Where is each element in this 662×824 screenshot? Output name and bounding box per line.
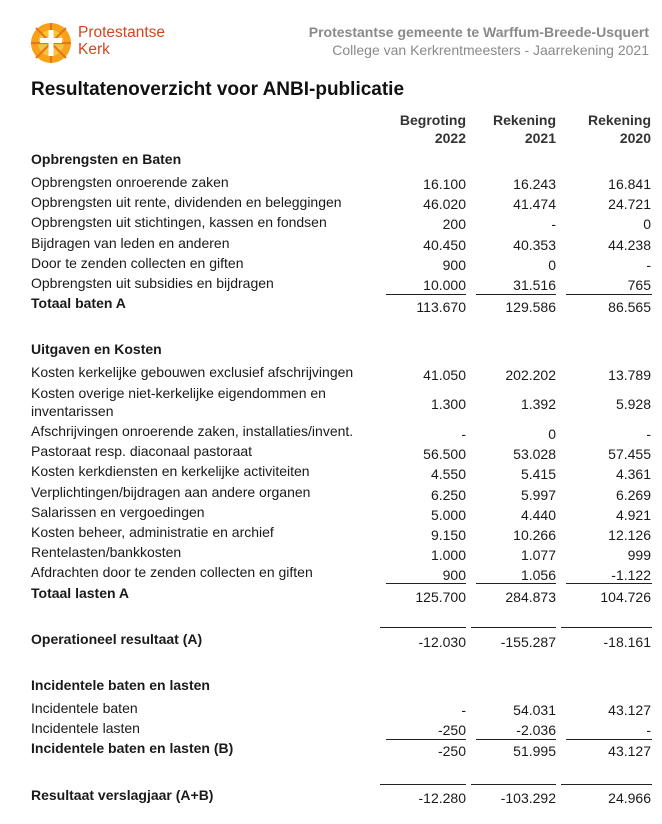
table-row <box>31 384 651 422</box>
result-rule <box>471 784 556 785</box>
brand-line-2: Kerk <box>78 41 110 58</box>
table-row <box>31 523 651 543</box>
value-rekening-2020: 5.928 <box>615 396 651 412</box>
value-rekening-2021: -155.287 <box>500 634 556 650</box>
total-row-baten <box>31 294 651 314</box>
value-rekening-2020: 0 <box>643 216 651 232</box>
total-row-incidenteel <box>31 739 651 759</box>
table-row <box>31 254 651 274</box>
row-label: Resultaat verslagjaar (A+B) <box>31 787 214 803</box>
value-rekening-2020: - <box>646 257 651 273</box>
value-rekening-2020: -1.122 <box>611 567 651 583</box>
value-begroting-2022: 41.050 <box>423 367 466 383</box>
value-begroting-2022: 113.670 <box>416 299 466 315</box>
row-label: Pastoraat resp. diaconaal pastoraat <box>31 443 253 459</box>
row-label: Opbrengsten uit rente, dividenden en beleggingen <box>31 194 342 210</box>
value-rekening-2020: 13.789 <box>608 367 651 383</box>
value-rekening-2020: 24.721 <box>608 196 651 212</box>
value-rekening-2021: -103.292 <box>500 790 556 806</box>
value-rekening-2021: 40.353 <box>513 237 556 253</box>
value-begroting-2022: 200 <box>442 216 466 232</box>
value-rekening-2020: 24.966 <box>608 790 651 806</box>
row-label: Kosten kerkdiensten en kerkelijke activiteiten <box>31 463 310 479</box>
value-rekening-2021: 5.415 <box>520 466 556 482</box>
row-label: Totaal lasten A <box>31 585 130 601</box>
organisation-header <box>309 23 649 59</box>
row-label: Incidentele baten <box>31 700 138 716</box>
table-row <box>31 173 651 193</box>
total-row-lasten <box>31 584 651 604</box>
table-row <box>31 442 651 462</box>
value-begroting-2022: 5.000 <box>430 507 466 523</box>
value-rekening-2021: 51.995 <box>513 743 556 759</box>
column-header-begroting-2022 <box>386 111 466 147</box>
row-label: Operationeel resultaat (A) <box>31 631 203 647</box>
operationeel-resultaat-row <box>31 630 651 650</box>
value-begroting-2022: 900 <box>442 567 466 583</box>
row-label: Rentelasten/bankkosten <box>31 544 182 560</box>
table-row <box>31 719 651 739</box>
table-row <box>31 213 651 233</box>
column-header-year: 2021 <box>524 130 556 146</box>
row-label: Kosten beheer, administratie en archief <box>31 524 274 540</box>
report-subtitle: College van Kerkrentmeesters - Jaarrekening 2021 <box>332 42 649 58</box>
value-begroting-2022: -250 <box>437 722 466 738</box>
value-rekening-2021: 0 <box>548 257 556 273</box>
value-rekening-2020: -18.161 <box>603 634 651 650</box>
section-title-baten: Opbrengsten en Baten <box>31 151 182 167</box>
result-rule <box>561 627 652 628</box>
value-rekening-2020: 16.841 <box>608 176 651 192</box>
table-row <box>31 699 651 719</box>
value-rekening-2021: 1.056 <box>520 567 556 583</box>
row-label: Opbrengsten onroerende zaken <box>31 174 229 190</box>
value-begroting-2022: 125.700 <box>415 589 466 605</box>
value-begroting-2022: -250 <box>437 743 466 759</box>
table-row <box>31 363 651 383</box>
protestantse-kerk-logo <box>30 22 72 64</box>
value-rekening-2021: -2.036 <box>516 722 556 738</box>
column-header-year: 2022 <box>434 130 466 146</box>
column-header-top: Rekening <box>587 112 651 128</box>
row-label: Afdrachten door te zenden collecten en giften <box>31 564 313 580</box>
value-rekening-2021: 1.392 <box>520 396 556 412</box>
row-label: Incidentele baten en lasten (B) <box>31 740 234 756</box>
row-label-continued: inventarissen <box>31 403 114 419</box>
value-rekening-2020: 43.127 <box>608 702 651 718</box>
value-begroting-2022: 46.020 <box>423 196 466 212</box>
column-header-rekening-2021 <box>476 111 556 147</box>
value-rekening-2020: 765 <box>627 277 651 293</box>
row-label: Salarissen en vergoedingen <box>31 504 205 520</box>
page-title: Resultatenoverzicht voor ANBI-publicatie <box>31 79 405 100</box>
result-rule <box>380 784 466 785</box>
table-row <box>31 462 651 482</box>
brand-name <box>78 24 165 58</box>
value-rekening-2021: 41.474 <box>513 196 556 212</box>
column-header-top: Rekening <box>492 112 556 128</box>
result-rule <box>380 627 466 628</box>
section-title-incidenteel: Incidentele baten en lasten <box>31 677 210 693</box>
table-row <box>31 274 651 294</box>
value-rekening-2021: 284.873 <box>505 589 556 605</box>
table-row <box>31 563 651 583</box>
value-begroting-2022: 1.000 <box>430 547 466 563</box>
value-begroting-2022: 4.550 <box>430 466 466 482</box>
result-rule <box>471 627 556 628</box>
row-label: Bijdragen van leden en anderen <box>31 235 230 251</box>
value-begroting-2022: 9.150 <box>430 527 466 543</box>
row-label: Verplichtingen/bijdragen aan andere organen <box>31 484 311 500</box>
value-begroting-2022: - <box>461 426 466 442</box>
value-begroting-2022: 6.250 <box>430 487 466 503</box>
value-rekening-2020: - <box>646 722 651 738</box>
row-label: Opbrengsten uit stichtingen, kassen en fondsen <box>31 214 327 230</box>
value-begroting-2022: 16.100 <box>423 176 466 192</box>
value-rekening-2021: 1.077 <box>520 547 556 563</box>
table-row <box>31 503 651 523</box>
value-begroting-2022: 10.000 <box>423 277 466 293</box>
table-row <box>31 422 651 442</box>
result-rule <box>561 784 652 785</box>
value-begroting-2022: 56.500 <box>423 446 466 462</box>
column-header-year: 2020 <box>619 130 651 146</box>
value-rekening-2020: 104.726 <box>600 589 651 605</box>
row-label: Afschrijvingen onroerende zaken, installaties/invent. <box>31 423 354 439</box>
value-rekening-2021: 53.028 <box>513 446 556 462</box>
value-begroting-2022: 900 <box>442 257 466 273</box>
value-rekening-2021: 202.202 <box>505 367 556 383</box>
value-rekening-2021: 5.997 <box>520 487 556 503</box>
value-rekening-2020: 57.455 <box>608 446 651 462</box>
value-rekening-2020: 86.565 <box>608 299 651 315</box>
row-label: Kosten kerkelijke gebouwen exclusief afschrijvingen <box>31 364 354 380</box>
table-row <box>31 483 651 503</box>
table-row <box>31 234 651 254</box>
value-rekening-2021: 4.440 <box>520 507 556 523</box>
value-rekening-2020: 999 <box>627 547 651 563</box>
brand-line-1: Protestantse <box>78 24 166 41</box>
value-rekening-2021: 54.031 <box>513 702 556 718</box>
row-label: Totaal baten A <box>31 295 126 311</box>
value-rekening-2020: 12.126 <box>608 527 651 543</box>
value-rekening-2020: 43.127 <box>608 743 651 759</box>
value-rekening-2021: 10.266 <box>513 527 556 543</box>
row-label: Incidentele lasten <box>31 720 140 736</box>
value-rekening-2020: 4.361 <box>615 466 651 482</box>
resultaat-verslagjaar-row <box>31 786 651 806</box>
value-begroting-2022: 40.450 <box>423 237 466 253</box>
value-rekening-2021: 16.243 <box>513 176 556 192</box>
value-rekening-2020: 6.269 <box>615 487 651 503</box>
organisation-name: Protestantse gemeente te Warffum-Breede-Usquert <box>308 24 649 40</box>
value-rekening-2020: 4.921 <box>615 507 651 523</box>
row-label: Kosten overige niet-kerkelijke eigendommen en <box>31 385 326 401</box>
value-begroting-2022: -12.030 <box>418 634 466 650</box>
value-begroting-2022: - <box>461 702 466 718</box>
value-rekening-2021: 129.586 <box>505 299 556 315</box>
value-rekening-2020: 44.238 <box>608 237 651 253</box>
column-header-top: Begroting <box>399 112 466 128</box>
row-label: Door te zenden collecten en giften <box>31 255 244 271</box>
value-rekening-2021: 31.516 <box>513 277 556 293</box>
value-begroting-2022: -12.280 <box>418 790 466 806</box>
table-row <box>31 193 651 213</box>
table-row <box>31 543 651 563</box>
value-rekening-2020: - <box>646 426 651 442</box>
value-rekening-2021: 0 <box>548 426 556 442</box>
section-title-lasten: Uitgaven en Kosten <box>31 341 162 357</box>
value-begroting-2022: 1.300 <box>430 396 466 412</box>
column-header-rekening-2020 <box>571 111 651 147</box>
row-label: Opbrengsten uit subsidies en bijdragen <box>31 275 274 291</box>
value-rekening-2021: - <box>551 216 556 232</box>
